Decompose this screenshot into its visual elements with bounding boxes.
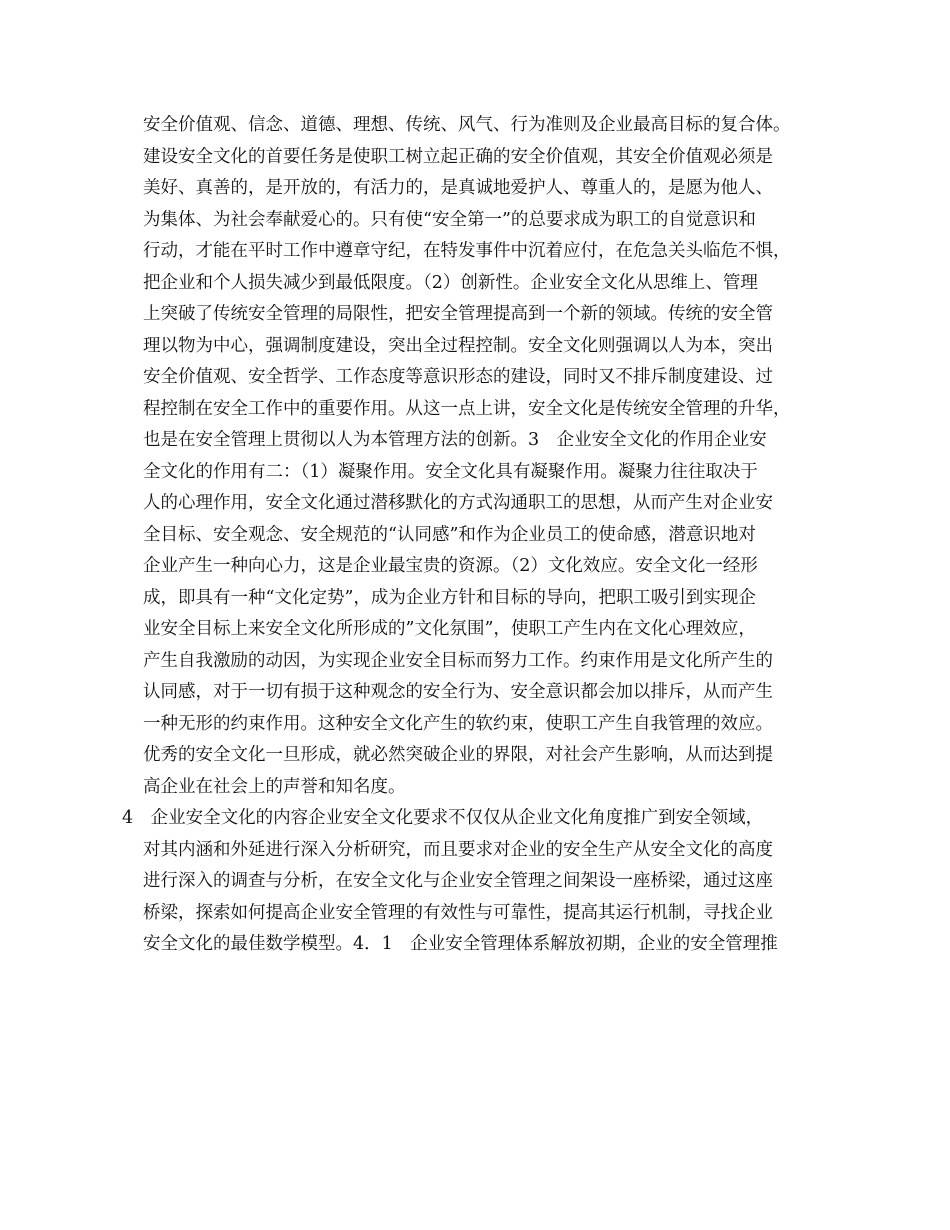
text-line: 高企业在社会上的声誉和知名度。 [143,776,406,797]
text-line: 上突破了传统安全管理的局限性，把安全管理提高到一个新的领域。传统的安全管 [143,304,773,324]
text-line: 安全价值观、信念、道德、理想、传统、风气、行为准则及企业最高目标的复合体。 [143,115,791,135]
text-line: 一种无形的约束作用。这种安全文化产生的软约束，使职工产生自我管理的效应。 [143,713,773,734]
text-line: 认同感，对于一切有损于这种观念的安全行为、安全意识都会加以排斥，从而产生 [143,682,773,702]
text-line: 全目标、安全观念、安全规范的“认同感”和作为企业员工的使命感，潜意识地对 [143,524,756,545]
text-line: 产生自我激励的动因，为实现企业安全目标而努力工作。约束作用是文化所产生的 [143,650,773,671]
text-line: 建设安全文化的首要任务是使职工树立起正确的安全价值观，其安全价值观必须是 [143,146,773,167]
text-line: 全文化的作用有二：（1）凝聚作用。安全文化具有凝聚作用。凝聚力往往取决于 [143,461,758,482]
text-line: 也是在安全管理上贯彻以人为本管理方法的创新。3 企业安全文化的作用企业安 [143,430,767,450]
text-line: 企业产生一种向心力，这是企业最宝贵的资源。（2）文化效应。安全文化一经形 [143,556,758,576]
text-line: 业安全目标上来安全文化所形成的”文化氛围”，使职工产生内在文化心理效应， [143,619,756,639]
text-line: 安全价值观、安全哲学、工作态度等意识形态的建设，同时又不排斥制度建设、过 [143,367,773,387]
text-line: 美好、真善的，是开放的，有活力的，是真诚地爱护人、尊重人的，是愿为他人、 [143,178,773,198]
text-line: 成，即具有一种“文化定势”，成为企业方针和目标的导向，把职工吸引到实现企 [143,587,756,608]
text-line: 优秀的安全文化一旦形成，就必然突破企业的界限，对社会产生影响，从而达到提 [143,745,773,765]
text-line: 把企业和个人损失减少到最低限度。（2）创新性。企业安全文化从思维上、管理 [143,272,758,293]
text-line: 行动，才能在平时工作中遵章守纪，在特发事件中沉着应付，在危急关头临危不惧， [143,241,791,261]
text-line: 为集体、为社会奉献爱心的。只有使“安全第一”的总要求成为职工的自觉意识和 [143,209,756,230]
text-line: 对其内涵和外延进行深入分析研究，而且要求对企业的安全生产从安全文化的高度 [143,839,773,860]
text-line: 进行深入的调查与分析，在安全文化与企业安全管理之间架设一座桥梁，通过这座 [143,871,773,891]
text-line: 安全文化的最佳数学模型。4．1 企业安全管理体系解放初期，企业的安全管理推 [143,934,778,954]
text-line: 4 企业安全文化的内容企业安全文化要求不仅仅从企业文化角度推广到安全领域， [122,808,764,828]
text-line: 人的心理作用，安全文化通过潜移默化的方式沟通职工的思想，从而产生对企业安 [143,493,773,513]
text-line: 理以物为中心，强调制度建设，突出全过程控制。安全文化则强调以人为本，突出 [143,335,773,356]
text-line: 程控制在安全工作中的重要作用。从这一点上讲，安全文化是传统安全管理的升华， [143,398,791,419]
text-line: 桥梁，探索如何提高企业安全管理的有效性与可靠性，提高其运行机制，寻找企业 [143,902,773,923]
